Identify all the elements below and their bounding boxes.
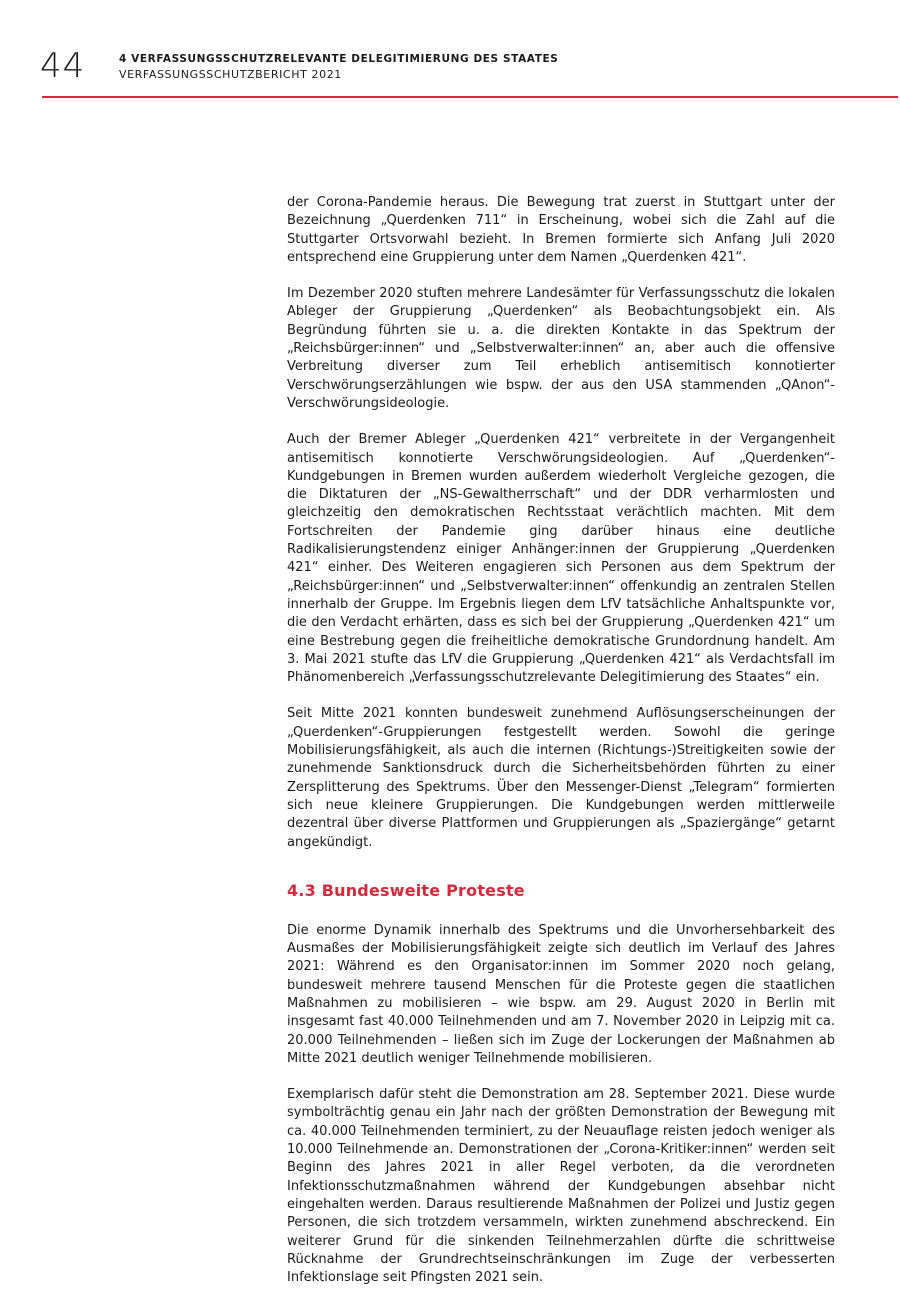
page-number: 44 [40,46,86,86]
main-content [287,194,835,1305]
paragraph: der Corona-Pandemie heraus. Die Bewegung trat zuerst in Stuttgart unter der Bezeichnung „Querdenken 711“ in Erscheinung, wobei sich die Zahl auf die Stuttgarter Ortsvorwahl bezieht. In Bremen formierte sich Anfang Juli 2020 entsprechend eine Gruppierung unter dem Namen „Querdenken 421“. [287,195,835,265]
paragraph: Seit Mitte 2021 konnten bundesweit zunehmend Auflösungserscheinungen der „Querdenken“-Gruppierungen festgestellt werden. Sowohl die geringe Mobilisierungsfähigkeit, als auch die internen (Richtungs-)Streitigkeiten sowie der zunehmende Sanktionsdruck durch die Sicherheitsbehörden führten zu einer Zersplitterung des Spektrums. Über den Messenger-Dienst „Telegram“ formierten sich neue kleinere Gruppierungen. Die Kundgebungen werden mittlerweile dezentral über diverse Plattformen und Gruppierungen als „Spaziergänge“ getarnt angekündigt. [287,706,835,850]
report-title: VERFASSUNGSSCHUTZBERICHT 2021 [119,68,342,81]
header-divider [42,96,898,98]
running-header [119,52,558,82]
paragraph: Im Dezember 2020 stuften mehrere Landesämter für Verfassungsschutz die lokalen Ableger der Gruppierung „Querdenken“ als Beobachtungsobjekt ein. Als Begründung führten sie u. a. die direkten Kontakte in das Spektrum der „Reichsbürger:innen“ und „Selbstverwalter:innen“ an, aber auch die offensive Verbreitung diverser zum Teil erheblich antisemitisch konnotierter Verschwörungserzählungen wie bspw. der aus den USA stammenden „QAnon“-Verschwörungsideologie. [287,286,835,411]
section-heading: 4.3 Bundesweite Proteste [287,880,525,900]
paragraph: Exemplarisch dafür steht die Demonstration am 28. September 2021. Diese wurde symbolträchtig genau ein Jahr nach der größten Demonstration der Bewegung mit ca. 40.000 Teilnehmenden terminiert, zu der Neuauflage reisten jedoch weniger als 10.000 Teilnehmende an. Demonstrationen der „Corona-Kritiker:innen“ werden seit Beginn des Jahres 2021 in aller Regel verboten, da die verordneten Infektionsschutzmaßnahmen während der Kundgebungen absehbar nicht eingehalten werden. Daraus resultierende Maßnahmen der Polizei und Justiz gegen Personen, die sich trotzdem versammeln, wirkten zunehmend abschreckend. Ein weiterer Grund für die sinkenden Teilnehmerzahlen dürfte die schrittweise Rücknahme der Grundrechtseinschränkungen im Zuge der verbesserten Infektionslage seit Pfingsten 2021 sein. [287,1087,835,1286]
paragraph: Auch der Bremer Ableger „Querdenken 421“ verbreitete in der Vergangenheit antisemitisch konnotierte Verschwörungsideologien. Auf „Querdenken“-Kundgebungen in Bremen wurden außerdem wiederholt Vergleiche gezogen, die die Diktaturen der „NS-Gewaltherrschaft“ und der DDR verharmlosten und gleichzeitig den demokratischen Rechtsstaat verächtlich machten. Mit dem Fortschreiten der Pandemie ging darüber hinaus eine deutliche Radikalisierungstendenz einiger Anhänger:innen der Gruppierung „Querdenken 421“ einher. Des Weiteren engagieren sich Personen aus dem Spektrum der „Reichsbürger:innen“ und „Selbstverwalter:innen“ offenkundig an zentralen Stellen innerhalb der Gruppe. Im Ergebnis liegen dem LfV tatsächliche Anhaltspunkte vor, die den Verdacht erhärten, dass es sich bei der Gruppierung „Querdenken 421“ um eine Bestrebung gegen die freiheitliche demokratische Grundordnung handelt. Am 3. Mai 2021 stufte das LfV die Gruppierung „Querdenken 421“ als Verdachtsfall im Phänomenbereich „Verfassungsschutzrelevante Delegitimierung des Staates“ ein. [287,432,835,686]
paragraph: Die enorme Dynamik innerhalb des Spektrums und die Unvorhersehbarkeit des Ausmaßes der Mobilisierungsfähigkeit zeigte sich deutlich im Verlauf des Jahres 2021: Während es den Organisator:innen im Sommer 2020 noch gelang, bundesweit mehrere tausend Menschen für die Proteste gegen die staatlichen Maßnahmen zu mobilisieren – wie bspw. am 29. August 2020 in Berlin mit insgesamt fast 40.000 Teilnehmenden und am 7. November 2020 in Leipzig mit ca. 20.000 Teilnehmenden – ließen sich im Zuge der Lockerungen der Maßnahmen ab Mitte 2021 deutlich weniger Teilnehmende mobilisieren. [287,922,835,1066]
chapter-title: 4 VERFASSUNGSSCHUTZRELEVANTE DELEGITIMIERUNG DES STAATES [119,53,559,65]
